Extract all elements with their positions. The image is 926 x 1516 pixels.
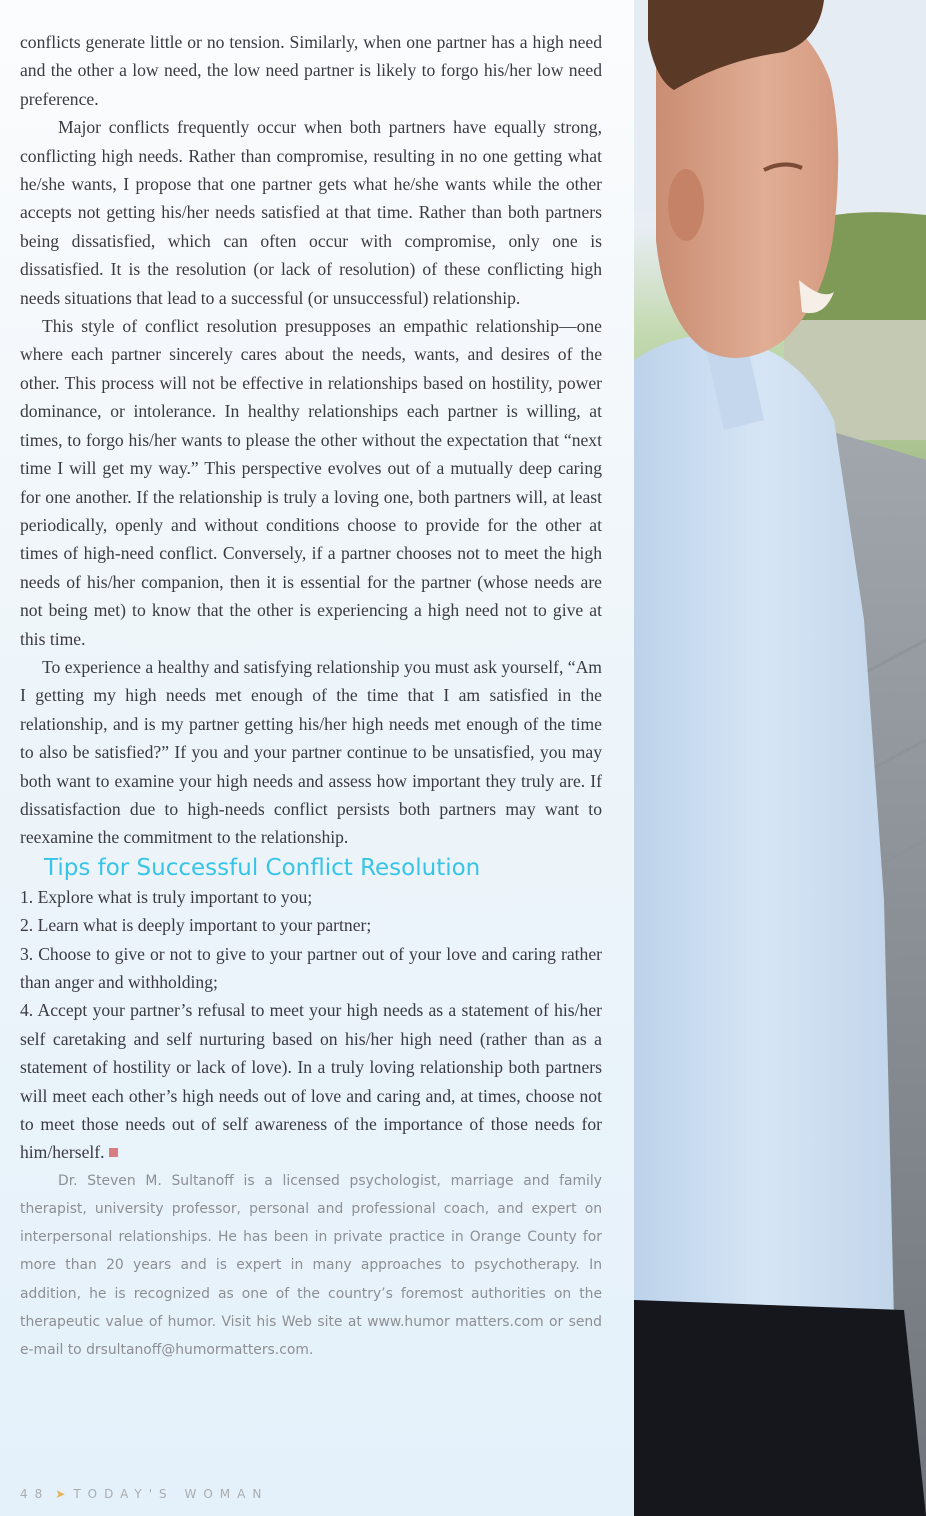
end-of-article-mark (109, 1148, 118, 1157)
folio-arrow-icon: ➤ (55, 1487, 66, 1501)
article-body (20, 28, 602, 1364)
article-paragraph: To experience a healthy and satisfying relationship you must ask yourself, “Am I getting my high needs met enough of the time that I am satisfied in the relationship, and is my partner getting his/her high needs met enough of the time to also be satisfied?” If you and your partner continue to be unsatisfied, you may both want to examine your high needs and assess how important they truly are. If dissatisfaction due to high-needs conflict persists both partners may want to reexamine the commitment to the relationship. (20, 656, 602, 848)
tips-list (20, 883, 602, 1167)
article-paragraph: Major conflicts frequently occur when both partners have equally strong, conflicting high needs. Rather than compromise, resulting in no one getting what he/she wants, I propose that one partner gets what he/she wants while the other accepts not getting his/her needs satisfied at that time. Rather than both partners being dissatisfied, which can often occur with compromise, only one is dissatisfied. It is the resolution (or lack of resolution) of these conflicting high needs situations that lead to a successful (or unsuccessful) relationship. (20, 117, 602, 308)
author-bio: Dr. Steven M. Sultanoff is a licensed psychologist, marriage and family therapist, university professor, personal and professional coach, and expert on interpersonal relationships. He has been in private practice in Orange County for more than 20 years and is expert in many approaches to psychotherapy. In addition, he is recognized as one of the country’s foremost authorities on the therapeutic value of humor. Visit his Web site at www.humor matters.com or send e-mail to drsultanoff@humormatters.com. (20, 1172, 602, 1359)
tip-item (20, 996, 602, 1166)
photo-illustration (634, 0, 926, 1516)
tip-item: 3. Choose to give or not to give to your partner out of your love and caring rather than anger and withholding; (20, 943, 602, 992)
article-paragraph: conflicts generate little or no tension. Similarly, when one partner has a high need and the other a low need, the low need partner is likely to forgo his/her low need preference. (20, 32, 602, 109)
man-smiling-photo (634, 0, 926, 1516)
page-number: 48 (20, 1487, 50, 1501)
article-paragraph: This style of conflict resolution presupposes an empathic relationship—one where each partner sincerely cares about the needs, wants, and desires of the other. This process will not be effective in relationships based on hostility, power dominance, or intolerance. In healthy relationships each partner is willing, at times, to forgo his/her wants to please the other without the expectation that “next time I will get my way.” This perspective evolves out of a mutually deep caring for one another. If the relationship is truly a loving one, both partners will, at least periodically, openly and without conditions choose to provide for the other at times of high-need conflict. Conversely, if a partner chooses not to meet the high needs of his/her companion, then it is essential for the partner (whose needs are not being met) to know that the other is experiencing a high need not to give at this time. (20, 316, 602, 649)
tip-item-text: 4. Accept your partner’s refusal to meet your high needs as a statement of his/her self caretaking and self nurturing based on his/her high need (rather than as a statement of hostility or lack of love). In a truly loving relationship both partners will meet each other’s high needs out of love and caring and, at times, choose not to meet those needs out of self awareness of the importance of those needs for him/herself. (20, 1000, 602, 1163)
publication-name: TODAY'S WOMAN (73, 1487, 269, 1501)
tip-item: 1. Explore what is truly important to you; (20, 886, 313, 907)
tips-heading: Tips for Successful Conflict Resolution (44, 854, 481, 881)
tip-item: 2. Learn what is deeply important to your partner; (20, 915, 372, 936)
page-folio (20, 1487, 268, 1501)
